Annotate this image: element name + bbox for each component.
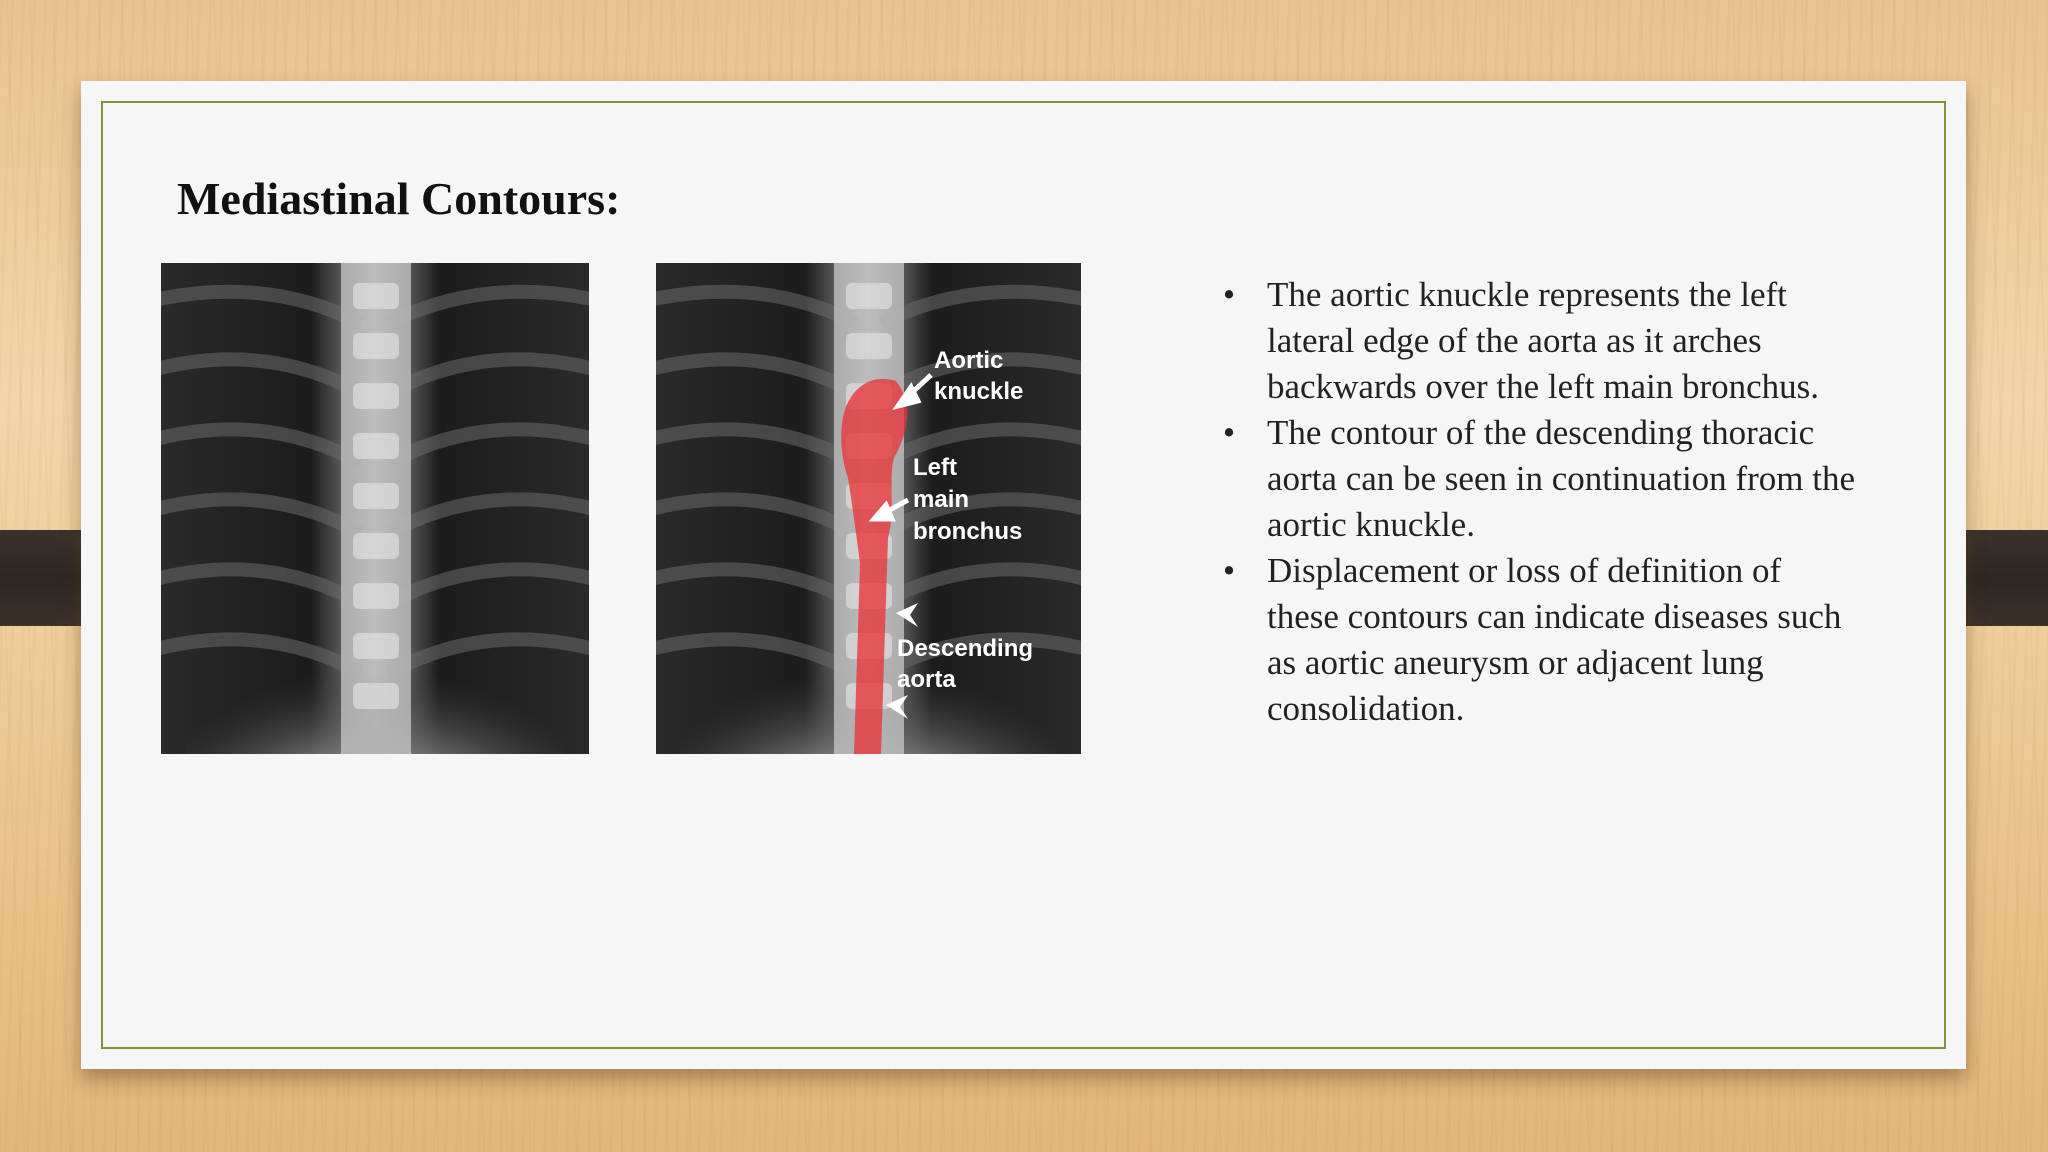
bullet-list — [1216, 272, 1856, 732]
chest-xray-plain — [161, 263, 589, 754]
svg-text:Left: Left — [913, 454, 957, 481]
bullet-text: The contour of the descending thoracic aorta can be seen in continuation from the aortic knuckle. — [1267, 413, 1855, 544]
bullet-item — [1216, 272, 1856, 410]
svg-text:bronchus: bronchus — [913, 518, 1023, 545]
svg-text:knuckle: knuckle — [934, 378, 1024, 405]
svg-text:Aortic: Aortic — [934, 347, 1004, 374]
svg-text:Descending: Descending — [897, 635, 1034, 662]
bullet-dot-icon: • — [1222, 413, 1236, 452]
bullet-text: The aortic knuckle represents the left lateral edge of the aorta as it arches backwards over the left main bronchus. — [1267, 275, 1820, 406]
svg-text:aorta: aorta — [897, 666, 956, 693]
bullet-dot-icon: • — [1222, 551, 1236, 590]
svg-text:main: main — [913, 486, 970, 513]
bullet-item — [1216, 548, 1856, 732]
bullet-text: Displacement or loss of definition of these contours can indicate diseases such as aortic aneurysm or adjacent lung consolidation. — [1267, 551, 1842, 728]
chest-xray-annotated — [656, 263, 1081, 754]
bullet-dot-icon: • — [1222, 275, 1236, 314]
bullet-item — [1216, 410, 1856, 548]
slide-title: Mediastinal Contours: — [177, 173, 621, 224]
